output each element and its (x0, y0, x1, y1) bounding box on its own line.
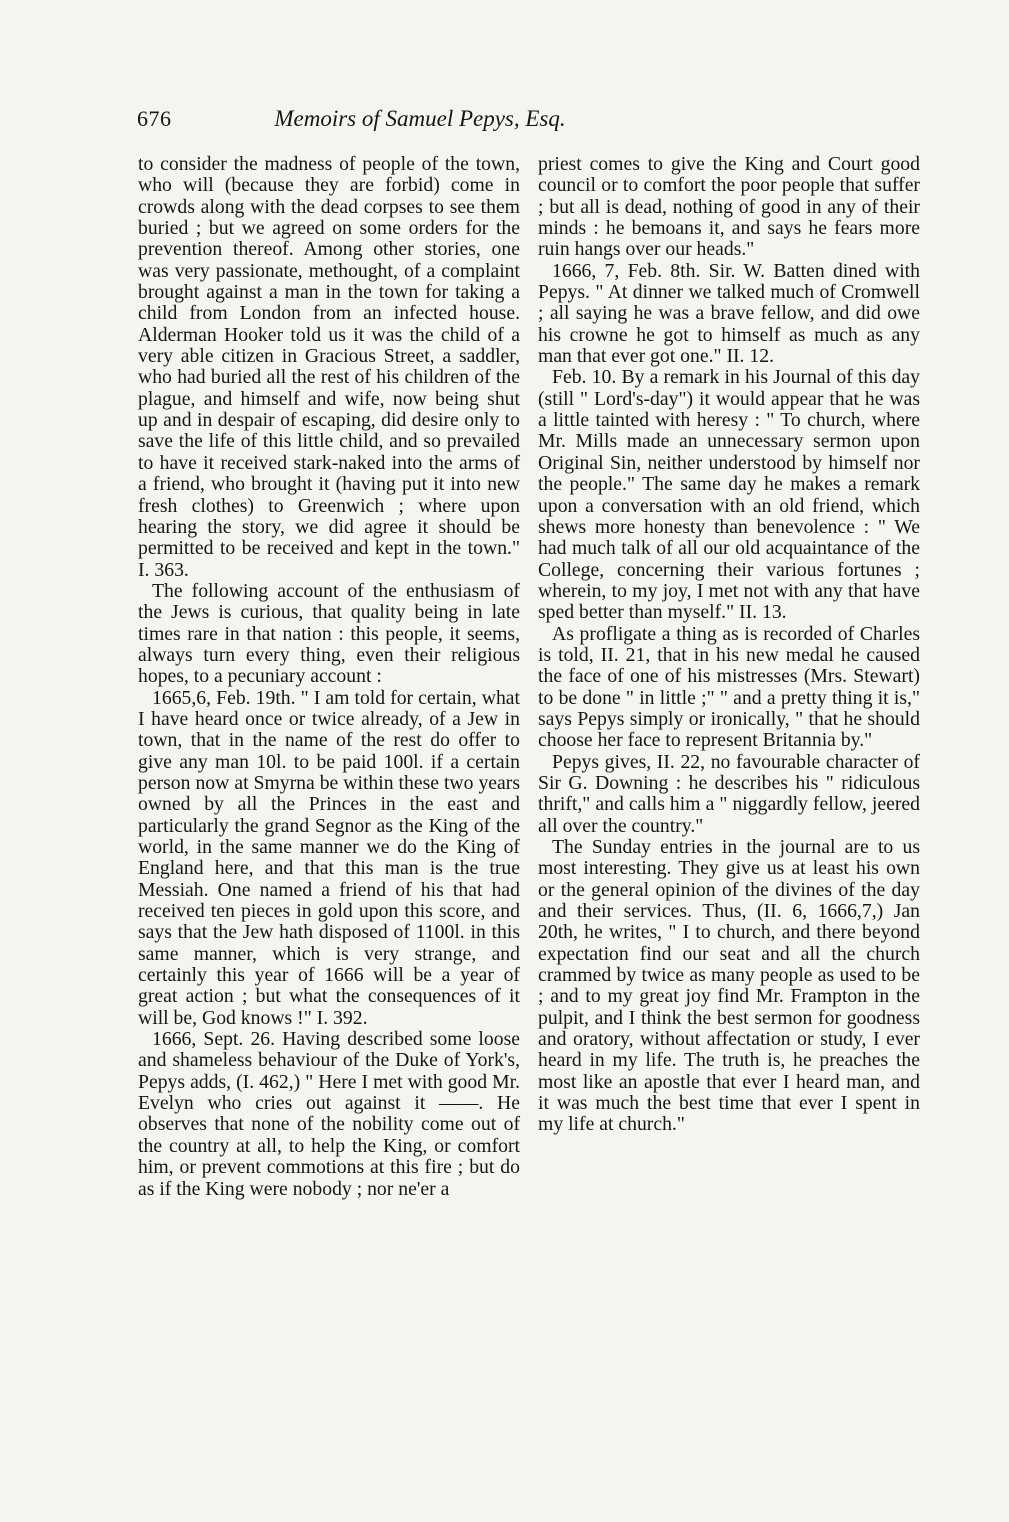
paragraph: The following account of the enthusiasm of the Jews is curious, that quality being in late times rare in that nation : this people, it seems, always turn every thing, even their religious hopes, to a pecuniary account : (138, 579, 520, 688)
page-header (137, 106, 703, 140)
paragraph: Feb. 10. By a remark in his Journal of this day (still " Lord's-day") it would appear that he was a little tainted with heresy : " To church, where Mr. Mills made an unnecessary sermon upon Original Sin, neither understood by himself nor the people." The same day he makes a remark upon a conversation with an old friend, which shews more honesty than benevolence : " We had much talk of all our old acquaintance of the College, concerning their various fortunes ; wherein, to my joy, I met not with any that have sped better than myself." II. 13. (538, 366, 920, 624)
paragraph: As profligate a thing as is recorded of Charles is told, II. 21, that in his new medal he caused the face of one of his mistresses (Mrs. Stewart) to be done " in little ;" " and a pretty thing it is," says Pepys simply or ironically, " that he should choose her face to represent Britannia by." (538, 622, 920, 752)
paragraph: to consider the madness of people of the town, who will (because they are forbid) come in crowds along with the dead corpses to see them buried ; but we agreed on some orders for the prevention thereof. Among other stories, one was very passionate, methought, of a complaint brought against a man in the town for taking a child from London from an infected house. Alderman Hooker told us it was the child of a very able citizen in Gracious Street, a saddler, who had buried all the rest of his children of the plague, and himself and wife, now being shut up and in despair of escaping, did desire only to save the life of this little child, and so prevailed to have it received stark-naked into the arms of a friend, who brought it (having put it into new fresh clothes) to Greenwich ; where upon hearing the story, we did agree it should be permitted to be received and kept in the town." I. 363. (138, 153, 520, 581)
left-column (138, 154, 520, 1200)
page-number: 676 (137, 106, 172, 131)
paragraph: The Sunday entries in the journal are to us most interesting. They give us at least his own or the general opinion of the divines of the day and their services. Thus, (II. 6, 1666,7,) Jan 20th, he writes, " I to church, and there beyond expectation find our seat and all the church crammed by twice as many people as used to be ; and to my great joy find Mr. Frampton in the pulpit, and I think the best sermon for goodness and oratory, without affectation or study, I ever heard in my life. The truth is, he preaches the most like an apostle that ever I heard man, and it was much the best time that ever I spent in my life at church." (538, 836, 920, 1136)
paragraph: 1666, 7, Feb. 8th. Sir. W. Batten dined with Pepys. " At dinner we talked much of Cromwell ; all saying he was a brave fellow, and did owe his crowne he got to himself as much as any man that ever got one." II. 12. (538, 259, 920, 368)
paragraph: Pepys gives, II. 22, no favourable character of Sir G. Downing : he describes his " ridiculous thrift," and calls him a " niggardly fellow, jeered all over the country." (538, 750, 920, 837)
paragraph: 1665,6, Feb. 19th. " I am told for certain, what I have heard once or twice already, of a Jew in town, that in the name of the rest do offer to give any man 10l. to be paid 100l. if a certain person now at Smyrna be within these two years owned by all the Princes in the east and particularly the grand Segnor as the King of the world, in the same manner we do the King of England here, and that this man is the true Messiah. One named a friend of his that had received ten pieces in gold upon this score, and says that the Jew hath disposed of 1100l. in this same manner, which is very strange, and certainly this year of 1666 will be a year of great action ; but what the consequences of it will be, God knows !" I. 392. (138, 686, 520, 1029)
paragraph: 1666, Sept. 26. Having described some loose and shameless behaviour of the Duke of York's, Pepys adds, (I. 462,) " Here I met with good Mr. Evelyn who cries out against it ——. He observes that none of the nobility come out of the country at all, to help the King, or comfort him, or prevent commotions at this fire ; but do as if the King were nobody ; nor ne'er a (138, 1028, 520, 1200)
paragraph: priest comes to give the King and Court good council or to comfort the poor people that suffer ; but all is dead, nothing of good in any of their minds : he bemoans it, and says he fears more ruin hangs over our heads." (538, 153, 920, 261)
running-title: Memoirs of Samuel Pepys, Esq. (274, 106, 566, 131)
right-column (538, 154, 920, 1136)
